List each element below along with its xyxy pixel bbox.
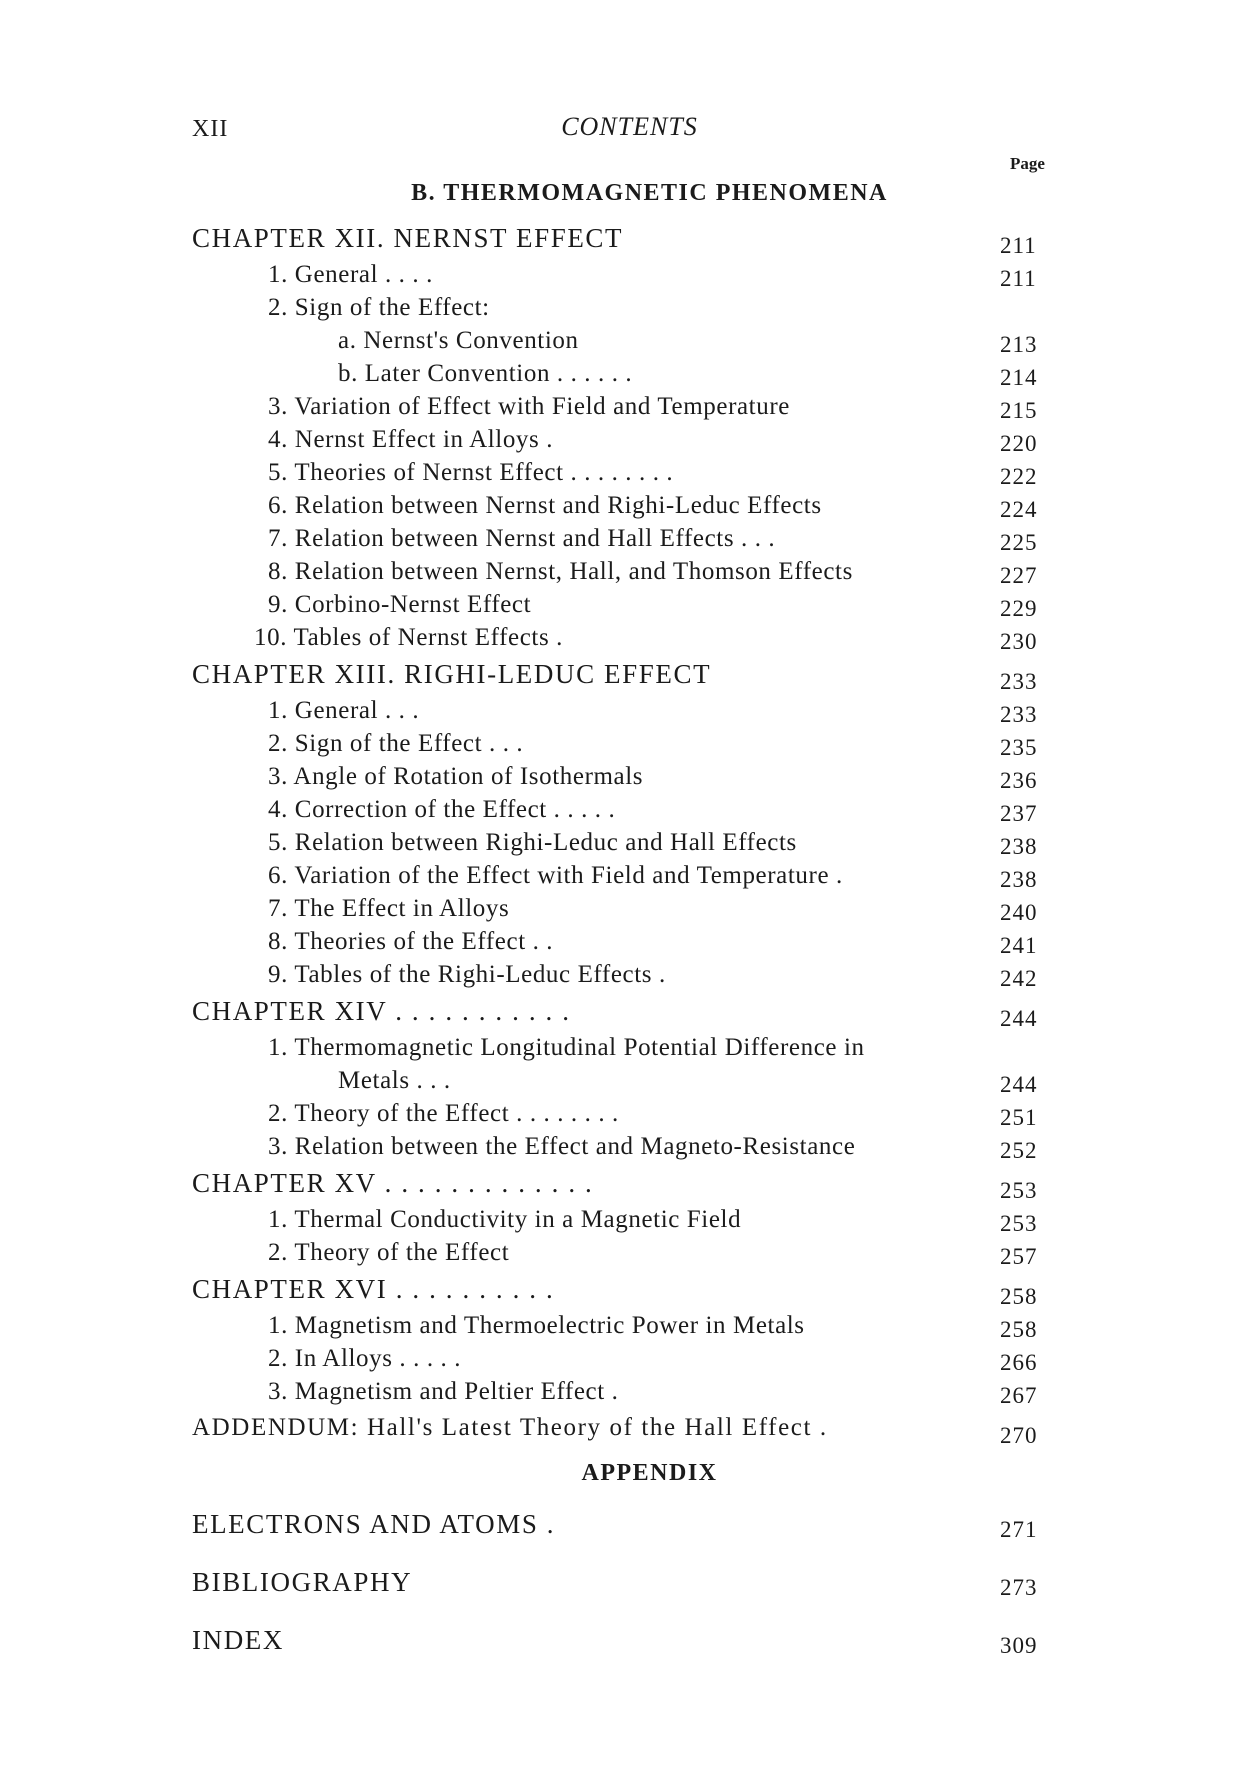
page-number: XII xyxy=(192,116,229,142)
toc-entry-text: 6. Variation of the Effect with Field and Temperature . xyxy=(268,862,843,889)
toc-entry-text: 3. Variation of Effect with Field and Temperature xyxy=(268,393,790,420)
running-title: CONTENTS xyxy=(561,112,698,141)
toc-section-row xyxy=(192,793,1060,826)
toc-entry-page: 253 xyxy=(1000,1178,1038,1203)
toc-section-row xyxy=(192,694,1060,727)
toc-entry-page: 271 xyxy=(1000,1517,1038,1542)
toc-section-row xyxy=(192,1203,1060,1236)
toc-section-row xyxy=(192,423,1060,456)
toc-entry-page: 220 xyxy=(1000,431,1038,456)
toc-chapter-row xyxy=(192,991,1060,1031)
toc-entry-page: 233 xyxy=(1000,702,1038,727)
toc-entry-text: 2. Sign of the Effect . . . xyxy=(268,730,524,757)
toc-entry-text: 5. Relation between Righi-Leduc and Hall Effects xyxy=(268,829,797,856)
toc-entry-bibliography xyxy=(192,1562,1060,1602)
toc-entry-text: 9. Tables of the Righi-Leduc Effects . xyxy=(268,961,666,988)
toc-entry-page: 227 xyxy=(1000,563,1038,588)
toc-entry-page: 252 xyxy=(1000,1138,1038,1163)
toc-entry-text: 3. Magnetism and Peltier Effect . xyxy=(268,1378,619,1405)
toc-entry-text: 1. General . . . xyxy=(268,697,420,724)
toc-entry-text: INDEX xyxy=(192,1625,284,1655)
toc-section-row xyxy=(192,826,1060,859)
toc-entry-text: 2. Sign of the Effect: xyxy=(268,294,490,321)
toc-entry-text: Metals . . . xyxy=(338,1067,451,1094)
toc-section-row xyxy=(192,522,1060,555)
toc-section-row xyxy=(192,892,1060,925)
toc-entry-page: 238 xyxy=(1000,867,1038,892)
toc-entry-page: 251 xyxy=(1000,1105,1038,1130)
part-heading: B. THERMOMAGNETIC PHENOMENA xyxy=(411,180,888,206)
toc-entry-page: 214 xyxy=(1000,365,1038,390)
toc-entry-text: 1. Thermomagnetic Longitudinal Potential Difference in xyxy=(268,1034,865,1061)
toc-entry-text: 7. The Effect in Alloys xyxy=(268,895,510,922)
toc-entry-text: 2. Theory of the Effect . . . . . . . . xyxy=(268,1100,619,1127)
toc-entry-page: 273 xyxy=(1000,1575,1038,1600)
toc-section-row xyxy=(192,390,1060,423)
toc-section-row xyxy=(192,727,1060,760)
toc-entry-page: 224 xyxy=(1000,497,1038,522)
toc-entry-text: 8. Theories of the Effect . . xyxy=(268,928,554,955)
toc-entry-text: 2. Theory of the Effect xyxy=(268,1239,510,1266)
toc-chapter-row xyxy=(192,1269,1060,1309)
toc-entry-page: 235 xyxy=(1000,735,1038,760)
toc-entry-text: 3. Relation between the Effect and Magneto-Resistance xyxy=(268,1133,856,1160)
toc-entry-page: 242 xyxy=(1000,966,1038,991)
toc-section-row xyxy=(192,1236,1060,1269)
toc-entry-text: CHAPTER XV . . . . . . . . . . . . . xyxy=(192,1168,594,1198)
toc-entry-page: 257 xyxy=(1000,1244,1038,1269)
toc-entry-text: 1. Thermal Conductivity in a Magnetic Field xyxy=(268,1206,742,1233)
toc-entry-electrons-and-atoms xyxy=(192,1504,1060,1544)
toc-section-row xyxy=(192,489,1060,522)
toc-entry-text: 6. Relation between Nernst and Righi-Leduc Effects xyxy=(268,492,822,519)
toc-entry-page: 270 xyxy=(1000,1423,1038,1448)
toc-entry-page: 236 xyxy=(1000,768,1038,793)
toc-entry-text: 10. Tables of Nernst Effects . xyxy=(254,624,564,651)
toc-section-row xyxy=(192,1097,1060,1130)
toc-entry-index xyxy=(192,1620,1060,1660)
toc-section-row xyxy=(192,621,1060,654)
toc-entry-text: CHAPTER XII. NERNST EFFECT xyxy=(192,223,624,253)
toc-section-row xyxy=(192,1064,1060,1097)
toc-section-row xyxy=(192,258,1060,291)
toc-section-row xyxy=(192,1375,1060,1408)
toc-entry-page: 238 xyxy=(1000,834,1038,859)
toc-entry-text: a. Nernst's Convention xyxy=(338,327,579,354)
toc-section-row xyxy=(192,588,1060,621)
toc-entry-text: 2. In Alloys . . . . . xyxy=(268,1345,462,1372)
toc-entry-page: 240 xyxy=(1000,900,1038,925)
toc-section-row xyxy=(192,291,1060,324)
toc-entry-page: 309 xyxy=(1000,1633,1038,1658)
toc-entry-text: ELECTRONS AND ATOMS . xyxy=(192,1509,556,1539)
toc-section-row xyxy=(192,555,1060,588)
toc-entry-text: 8. Relation between Nernst, Hall, and Thomson Effects xyxy=(268,558,853,585)
toc-entry-page: 244 xyxy=(1000,1072,1038,1097)
toc-entry-page: 266 xyxy=(1000,1350,1038,1375)
toc-section-row xyxy=(192,456,1060,489)
toc-entry-page: 233 xyxy=(1000,669,1038,694)
toc-entry-page: 258 xyxy=(1000,1284,1038,1309)
toc-section-row xyxy=(192,1342,1060,1375)
toc-section-row xyxy=(192,925,1060,958)
appendix-heading: APPENDIX xyxy=(581,1460,718,1486)
toc-entry-text: 9. Corbino-Nernst Effect xyxy=(268,591,532,618)
toc-section-row xyxy=(192,324,1060,357)
toc-entry-text: CHAPTER XVI . . . . . . . . . . xyxy=(192,1274,555,1304)
toc-entry-page: 229 xyxy=(1000,596,1038,621)
toc-entry-text: BIBLIOGRAPHY xyxy=(192,1567,413,1597)
toc-entry-text: 3. Angle of Rotation of Isothermals xyxy=(268,763,644,790)
toc-section-row xyxy=(192,760,1060,793)
toc-entry-page: 244 xyxy=(1000,1006,1038,1031)
toc-section-row xyxy=(192,1031,1060,1064)
toc-entry-text: ADDENDUM: Hall's Latest Theory of the Hall Effect . xyxy=(192,1414,828,1441)
toc-section-row xyxy=(192,1130,1060,1163)
toc-entry-page: 225 xyxy=(1000,530,1038,555)
toc-entry-text: 1. Magnetism and Thermoelectric Power in Metals xyxy=(268,1312,805,1339)
toc-entry-text: 4. Nernst Effect in Alloys . xyxy=(268,426,554,453)
toc-entry-text: 5. Theories of Nernst Effect . . . . . . . . xyxy=(268,459,674,486)
toc-entry-text: b. Later Convention . . . . . . xyxy=(338,360,633,387)
toc-chapter-row xyxy=(192,1163,1060,1203)
toc-chapter-row xyxy=(192,1408,1060,1448)
toc-entry-page: 258 xyxy=(1000,1317,1038,1342)
toc-entry-text: CHAPTER XIII. RIGHI-LEDUC EFFECT xyxy=(192,659,712,689)
table-of-contents xyxy=(192,218,1060,1448)
toc-entry-page: 241 xyxy=(1000,933,1038,958)
toc-entry-text: 4. Correction of the Effect . . . . . xyxy=(268,796,616,823)
toc-chapter-row xyxy=(192,654,1060,694)
toc-entry-text: 1. General . . . . xyxy=(268,261,433,288)
toc-entry-page: 253 xyxy=(1000,1211,1038,1236)
page-column-label: Page xyxy=(1010,154,1045,173)
toc-section-row xyxy=(192,357,1060,390)
toc-entry-page: 267 xyxy=(1000,1383,1038,1408)
toc-entry-page: 222 xyxy=(1000,464,1038,489)
toc-section-row xyxy=(192,1309,1060,1342)
toc-entry-page: 215 xyxy=(1000,398,1038,423)
toc-chapter-row xyxy=(192,218,1060,258)
toc-section-row xyxy=(192,859,1060,892)
toc-entry-text: CHAPTER XIV . . . . . . . . . . . xyxy=(192,996,571,1026)
toc-entry-page: 213 xyxy=(1000,332,1038,357)
toc-entry-text: 7. Relation between Nernst and Hall Effects . . . xyxy=(268,525,776,552)
toc-entry-page: 230 xyxy=(1000,629,1038,654)
toc-entry-page: 211 xyxy=(1000,266,1037,291)
toc-entry-page: 211 xyxy=(1000,233,1037,258)
toc-entry-page: 237 xyxy=(1000,801,1038,826)
toc-section-row xyxy=(192,958,1060,991)
